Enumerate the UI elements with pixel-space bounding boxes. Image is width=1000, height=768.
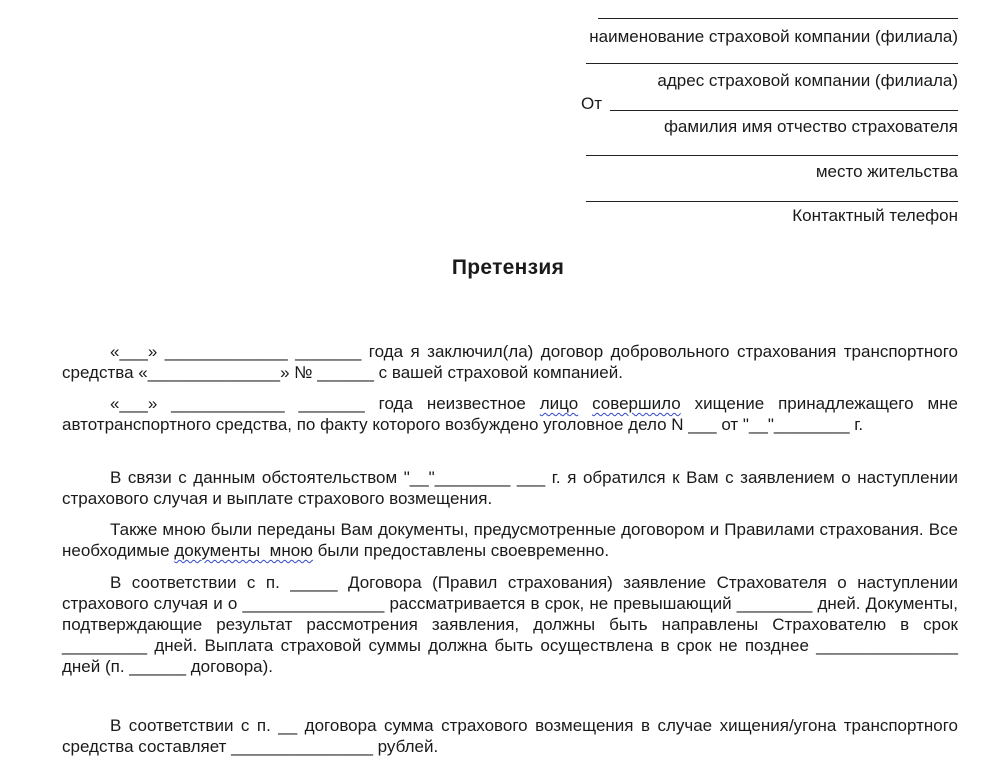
paragraph-sum [62,715,958,757]
company-address-line [586,63,958,64]
paragraph-theft [62,393,958,435]
phone-caption: Контактный телефон [792,206,958,225]
company-address-caption: адрес страховой компании (филиала) [657,71,958,90]
spellcheck-word: лицо [539,394,579,413]
from-label: От [581,94,603,113]
paragraph-terms [62,572,958,677]
paragraph-theft-space [578,394,592,413]
paragraph-sum-text: В соответствии с п. __ договора сумма страхового возмещения в случае хищения/угона транспортного средства составляет _______________ рублей. [62,716,958,756]
paragraph-application-text: В связи с данным обстоятельством "__"________ ___ г. я обратился к Вам с заявлением о наступлении страхового случая и выплате страхового возмещения. [62,468,958,508]
paragraph-terms-text: В соответствии с п. _____ Договора (Правил страхования) заявление Страхователя о наступлении страхового случая и о _______________ рассматривается в срок, не превышающий ________ дней. Документы, подтверждающие результат рассмотрения заявления, должны быть направлены Страхователю в срок _________ дней. Выплата страховой суммы должна быть осуществлена в срок не позднее _______________ дней (п. ______ договора). [62,573,958,676]
company-name-caption: наименование страховой компании (филиала) [589,27,958,46]
document-title: Претензия [451,256,565,279]
residence-line [586,155,958,156]
residence-caption: место жительства [815,162,958,181]
paragraph-theft-text-start: «___» ____________ _______ года неизвестное [110,394,540,413]
company-name-line [598,18,958,19]
phone-line [586,201,958,202]
spellcheck-phrase: документы мною [174,541,313,560]
paragraph-contract [62,341,958,383]
from-line [610,110,958,111]
paragraph-application [62,467,958,509]
paragraph-documents-text-end: были предоставлены своевременно. [312,541,610,560]
policyholder-name-caption: фамилия имя отчество страхователя [663,117,958,136]
paragraph-theft-text-end: хищение принадлежащего мне автотранспортного средства, по факту которого возбуждено уголовное дело N ___ от "__"________ г. [62,394,959,434]
paragraph-contract-text: «___» _____________ _______ года я заключил(ла) договор добровольного страхования транспортного средства «______________» № ______ с вашей страховой компанией. [62,342,958,382]
spellcheck-word: совершило [592,394,681,413]
paragraph-documents [62,519,958,561]
paragraph-documents-text-start: Также мною были переданы Вам документы, предусмотренные договором и Правилами страхования. Все необходимые [62,520,958,560]
